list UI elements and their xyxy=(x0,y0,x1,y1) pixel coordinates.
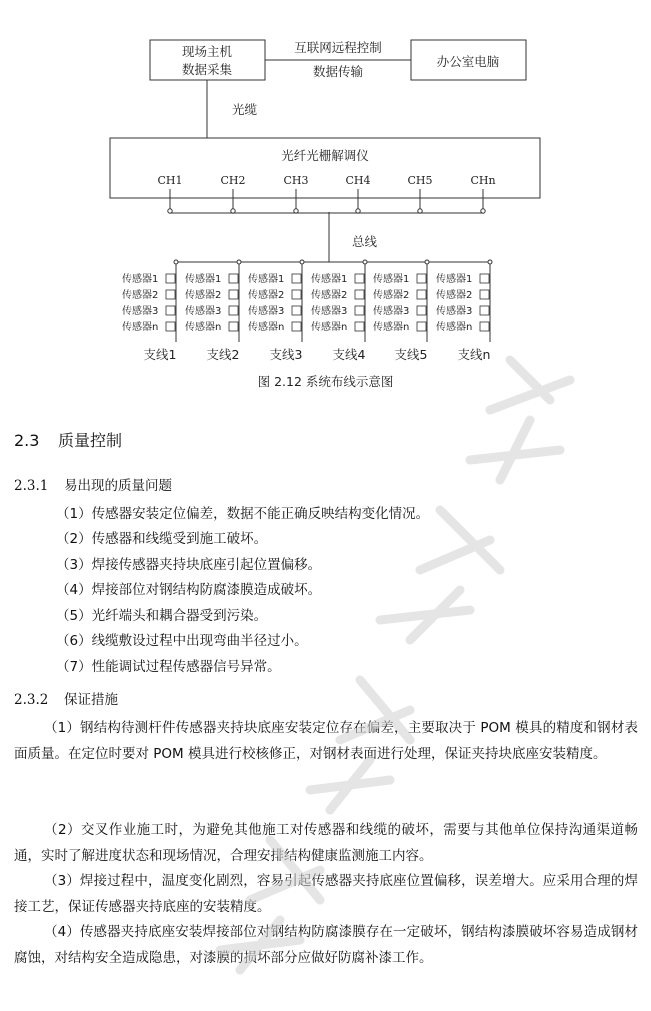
branch-label: 支线4 xyxy=(332,347,366,362)
sensor-box xyxy=(166,290,175,299)
sensor-label: 传感器1 xyxy=(373,274,410,285)
sensor-box xyxy=(480,290,489,299)
sensor-label: 传感器n xyxy=(122,322,159,333)
office-label: 办公室电脑 xyxy=(436,54,500,69)
subsection-heading-2 xyxy=(14,688,118,708)
list-item: （7）性能调试过程传感器信号异常。 xyxy=(56,659,281,675)
link-label-2: 数据传输 xyxy=(312,64,364,79)
subsection-number-1: 2.3.1 xyxy=(14,478,49,494)
sensor-box xyxy=(355,274,364,283)
sensor-box xyxy=(229,322,238,331)
sensor-box xyxy=(292,322,301,331)
list-item: （1）传感器安装定位偏差，数据不能正确反映结构变化情况。 xyxy=(56,506,430,522)
section-title: 质量控制 xyxy=(58,431,123,450)
branch-node xyxy=(425,260,429,264)
sensor-label: 传感器2 xyxy=(122,290,159,301)
list-item: （5）光纤端头和耦合器受到污染。 xyxy=(56,608,268,624)
branch-node xyxy=(363,260,367,264)
demodulator-label: 光纤光栅解调仪 xyxy=(281,148,369,163)
sensor-label: 传感器1 xyxy=(436,274,473,285)
branch-node xyxy=(237,260,241,264)
sensor-box xyxy=(417,322,426,331)
sensor-label: 传感器3 xyxy=(373,306,410,317)
sensor-label: 传感器n xyxy=(373,322,410,333)
sensor-box xyxy=(292,306,301,315)
sensor-label: 传感器1 xyxy=(311,274,348,285)
sensor-box xyxy=(355,306,364,315)
channel-label: CHn xyxy=(470,174,496,187)
channel-label: CH3 xyxy=(283,174,309,187)
sensor-box xyxy=(166,306,175,315)
sensor-label: 传感器1 xyxy=(248,274,285,285)
sensor-box xyxy=(292,274,301,283)
sensor-label: 传感器n xyxy=(185,322,222,333)
sensor-box xyxy=(229,306,238,315)
sensor-label: 传感器3 xyxy=(185,306,222,317)
sensor-label: 传感器3 xyxy=(436,306,473,317)
channel-label: CH1 xyxy=(157,174,183,187)
subsection-number-2: 2.3.2 xyxy=(14,692,49,708)
sensor-label: 传感器1 xyxy=(185,274,222,285)
branch-node xyxy=(300,260,304,264)
branch-label: 支线3 xyxy=(269,347,303,362)
sensor-box xyxy=(480,274,489,283)
sensor-label: 传感器3 xyxy=(122,306,159,317)
section-heading xyxy=(14,428,122,451)
branch-label: 支线1 xyxy=(143,347,177,362)
host-label-1: 现场主机 xyxy=(181,44,233,59)
figure-caption: 图 2.12 系统布线示意图 xyxy=(257,374,394,389)
channel-label: CH4 xyxy=(345,174,371,187)
cable-label: 光缆 xyxy=(232,102,258,117)
wiring-diagram xyxy=(0,0,651,400)
paragraph: （3）焊接过程中，温度变化剧烈，容易引起传感器夹持底座位置偏移，误差增大。应采用合理的焊接工艺，保证传感器夹持底座的安装精度。 xyxy=(14,873,638,915)
sensor-box xyxy=(166,322,175,331)
paragraph: （4）传感器夹持底座安装焊接部位对钢结构防腐漆膜存在一定破坏，钢结构漆膜破坏容易造成钢材腐蚀，对结构安全造成隐患，对漆膜的损坏部分应做好防腐补漆工作。 xyxy=(14,924,638,966)
sensor-box xyxy=(229,274,238,283)
subsection-title-2: 保证措施 xyxy=(64,692,118,708)
list-item: （3）焊接传感器夹持块底座引起位置偏移。 xyxy=(56,557,322,573)
sensor-box xyxy=(417,290,426,299)
sensor-label: 传感器1 xyxy=(122,274,159,285)
sensor-label: 传感器3 xyxy=(311,306,348,317)
list-item: （6）线缆敷设过程中出现弯曲半径过小。 xyxy=(56,633,308,649)
sensor-box xyxy=(166,274,175,283)
sensor-box xyxy=(229,290,238,299)
channel-group xyxy=(157,174,495,213)
sensor-box xyxy=(480,322,489,331)
branch-label: 支线5 xyxy=(394,347,428,362)
sensor-label: 传感器n xyxy=(248,322,285,333)
paragraph: （1）钢结构待测杆件传感器夹持块底座安装定位存在偏差，主要取决于 POM 模具的精度和钢材表面质量。在定位时要对 POM 模具进行校核修正，对钢材表面进行处理，保证夹持块底座安装精度。 xyxy=(14,720,638,762)
sensor-label: 传感器2 xyxy=(311,290,348,301)
branch-label: 支线2 xyxy=(206,347,240,362)
sensor-box xyxy=(417,274,426,283)
sensor-box xyxy=(355,322,364,331)
demodulator-box xyxy=(110,138,540,198)
sensor-box xyxy=(292,290,301,299)
branch-label: 支线n xyxy=(457,347,491,362)
sensor-label: 传感器2 xyxy=(185,290,222,301)
sensor-box xyxy=(355,290,364,299)
sensor-label: 传感器2 xyxy=(436,290,473,301)
list-item: （4）焊接部位对钢结构防腐漆膜造成破坏。 xyxy=(56,582,322,598)
branch-group xyxy=(122,260,492,362)
branch-node xyxy=(488,260,492,264)
sensor-label: 传感器3 xyxy=(248,306,285,317)
sensor-box xyxy=(480,306,489,315)
subsection-heading-1 xyxy=(14,474,172,494)
channel-label: CH5 xyxy=(407,174,433,187)
sensor-label: 传感器n xyxy=(436,322,473,333)
channel-label: CH2 xyxy=(220,174,246,187)
link-label-1: 互联网远程控制 xyxy=(294,40,382,55)
paragraph: （2）交叉作业施工时，为避免其他施工对传感器和线缆的破坏，需要与其他单位保持沟通渠道畅通，实时了解进度状态和现场情况，合理安排结构健康监测施工内容。 xyxy=(14,822,638,864)
section-number: 2.3 xyxy=(14,431,40,450)
bus-label: 总线 xyxy=(352,234,378,249)
branch-node xyxy=(174,260,178,264)
sensor-label: 传感器2 xyxy=(248,290,285,301)
host-label-2: 数据采集 xyxy=(181,62,233,77)
sensor-label: 传感器2 xyxy=(373,290,410,301)
subsection-title-1: 易出现的质量问题 xyxy=(64,478,172,494)
list-item: （2）传感器和线缆受到施工破坏。 xyxy=(56,531,268,547)
sensor-label: 传感器n xyxy=(311,322,348,333)
sensor-box xyxy=(417,306,426,315)
